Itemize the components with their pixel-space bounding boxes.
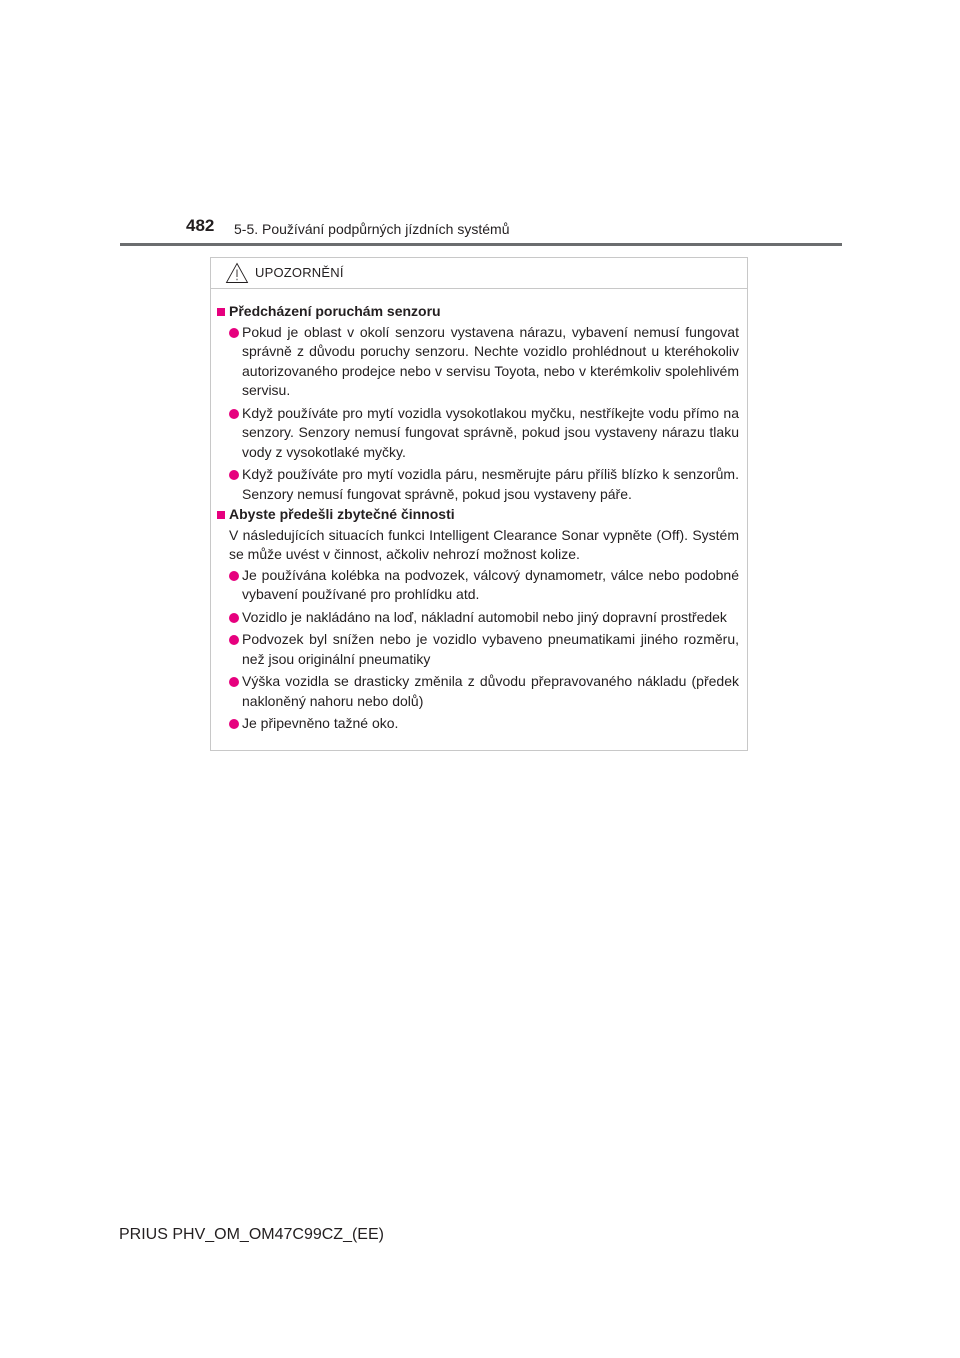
list-item xyxy=(217,566,739,605)
list-item-text: Když používáte pro mytí vozidla vysokotlakou myčku, nestříkejte vodu přímo na senzory. Senzory nemusí fungovat správně, pokud jsou vystaveny nárazu tlaku vody z vysokotlaké myčky. xyxy=(242,404,739,460)
list-item-text: Podvozek byl snížen nebo je vozidlo vybaveno pneumatikami jiného rozměru, než jsou originální pneumatiky xyxy=(242,631,739,667)
list-item xyxy=(217,404,739,463)
list-item xyxy=(217,672,739,711)
section-title: 5-5. Používání podpůrných jízdních systémů xyxy=(234,221,510,237)
section-heading xyxy=(217,302,739,322)
document-code: PRIUS PHV_OM_OM47C99CZ_(EE) xyxy=(119,1226,384,1243)
section-heading-text: Abyste předešli zbytečné činnosti xyxy=(229,506,455,522)
list-item-text: Pokud je oblast v okolí senzoru vystavena nárazu, vybavení nemusí fungovat správně z důvodu poruchy senzoru. Nechte vozidlo prohlédnout u kteréhokoliv autorizovaného prodejce nebo v servisu Toyota, nebo v kterémkoliv spolehlivém servisu. xyxy=(242,323,739,398)
page-number: 482 xyxy=(186,216,215,235)
list-item xyxy=(217,714,739,734)
header-rule xyxy=(120,243,842,246)
warning-triangle-icon xyxy=(225,262,249,284)
list-item xyxy=(217,323,739,401)
circle-bullet-icon xyxy=(229,328,239,338)
list-item xyxy=(217,465,739,504)
circle-bullet-icon xyxy=(229,677,239,687)
list-item-text: Když používáte pro mytí vozidla páru, nesměrujte páru příliš blízko k senzorům. Senzory nemusí fungovat správně, pokud jsou vystaveny páře. xyxy=(242,466,739,502)
square-bullet-icon xyxy=(217,308,225,316)
list-item xyxy=(217,608,739,628)
circle-bullet-icon xyxy=(229,409,239,419)
warning-title: UPOZORNĚNÍ xyxy=(255,265,344,280)
list-item-text: Výška vozidla se drasticky změnila z důvodu přepravovaného nákladu (předek nakloněný nahoru nebo dolů) xyxy=(242,673,739,709)
list-item-text: Vozidlo je nakládáno na loď, nákladní automobil nebo jiný dopravní prostředek xyxy=(242,608,727,625)
circle-bullet-icon xyxy=(229,571,239,581)
section-heading xyxy=(217,505,739,525)
section-intro: V následujících situacích funkci Intelligent Clearance Sonar vypněte (Off). Systém se může uvést v činnost, ačkoliv nehrozí možnost kolize. xyxy=(229,526,739,562)
warning-box xyxy=(210,257,748,751)
square-bullet-icon xyxy=(217,511,225,519)
list-item xyxy=(217,630,739,669)
circle-bullet-icon xyxy=(229,635,239,645)
circle-bullet-icon xyxy=(229,470,239,480)
section-heading-text: Předcházení poruchám senzoru xyxy=(229,303,441,319)
circle-bullet-icon xyxy=(229,613,239,623)
warning-header xyxy=(211,258,747,289)
circle-bullet-icon xyxy=(229,719,239,729)
list-item-text: Je připevněno tažné oko. xyxy=(242,715,399,731)
warning-body xyxy=(211,289,747,734)
list-item-text: Je používána kolébka na podvozek, válcový dynamometr, válce nebo podobné vybavení používané pro prohlídku atd. xyxy=(242,566,739,602)
